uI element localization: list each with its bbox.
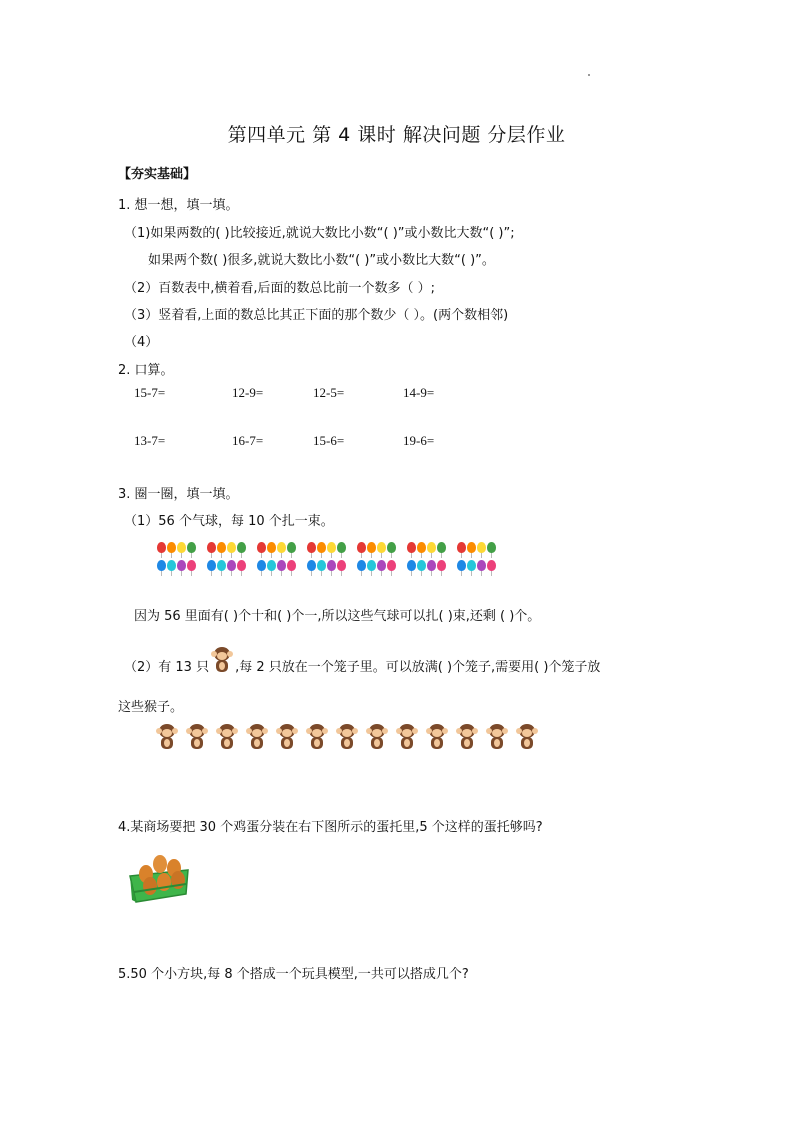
balloon-bunch bbox=[257, 560, 296, 571]
balloon-icon bbox=[387, 560, 396, 571]
balloon-icon bbox=[427, 560, 436, 571]
monkey-icon bbox=[186, 724, 208, 752]
monkey-icon bbox=[276, 724, 298, 752]
calc-item: 14-9= bbox=[403, 385, 435, 400]
monkey-icon bbox=[306, 724, 328, 752]
balloon-icon bbox=[277, 542, 286, 553]
balloon-icon bbox=[337, 560, 346, 571]
calc-item: 12-5= bbox=[313, 385, 345, 400]
balloon-icon bbox=[387, 542, 396, 553]
q1-line3: （2）百数表中,横着看,后面的数总比前一个数多（ ）; bbox=[124, 281, 436, 296]
balloon-icon bbox=[367, 560, 376, 571]
balloon-icon bbox=[307, 542, 316, 553]
q3-part1: （1）56 个气球，每 10 个扎一束。 bbox=[124, 514, 334, 529]
calc-item: 12-9= bbox=[232, 385, 264, 400]
balloon-icon bbox=[237, 542, 246, 553]
balloon-icon bbox=[377, 560, 386, 571]
balloon-icon bbox=[407, 560, 416, 571]
balloon-bunch bbox=[157, 560, 196, 571]
balloon-icon bbox=[337, 542, 346, 553]
balloon-icon bbox=[417, 560, 426, 571]
monkey-icon bbox=[426, 724, 448, 752]
q3-part2-prefix: （2）有 13 只 bbox=[124, 659, 210, 675]
balloon-bunch bbox=[207, 560, 246, 571]
q1-heading: 1. 想一想，填一填。 bbox=[118, 198, 239, 213]
balloon-icon bbox=[467, 560, 476, 571]
calc-item: 15-7= bbox=[134, 385, 166, 400]
balloon-icon bbox=[207, 542, 216, 553]
q2-heading: 2. 口算。 bbox=[118, 363, 174, 378]
balloon-icon bbox=[437, 560, 446, 571]
q3-heading: 3. 圈一圈，填一填。 bbox=[118, 487, 239, 502]
section-heading: 【夯实基础】 bbox=[118, 167, 197, 182]
balloon-icon bbox=[407, 542, 416, 553]
monkey-row bbox=[156, 724, 538, 752]
balloon-icon bbox=[257, 560, 266, 571]
q3-part2-middle: ,每 2 只放在一个笼子里。可以放满( )个笼子,需要用( )个笼子放 bbox=[235, 659, 601, 675]
q3-part2-end: 这些猴子。 bbox=[118, 700, 184, 715]
balloon-icon bbox=[267, 542, 276, 553]
balloon-bunch bbox=[457, 542, 496, 553]
monkey-icon bbox=[456, 724, 478, 752]
q3-part2-line bbox=[124, 655, 600, 675]
q1-line1: （1)如果两数的( )比较接近,就说大数比小数“( )”或小数比大数“( )”; bbox=[124, 226, 515, 241]
balloon-icon bbox=[187, 560, 196, 571]
calc-item: 19-6= bbox=[403, 433, 435, 448]
calc-item: 16-7= bbox=[232, 433, 264, 448]
balloon-bunch bbox=[157, 542, 196, 553]
balloon-icon bbox=[287, 542, 296, 553]
balloon-bunch bbox=[307, 560, 346, 571]
balloon-icon bbox=[287, 560, 296, 571]
balloon-icon bbox=[427, 542, 436, 553]
q1-line4: （3）竖着看,上面的数总比其正下面的那个数少（ ）。(两个数相邻) bbox=[124, 308, 509, 323]
balloon-bunch bbox=[407, 560, 446, 571]
balloon-icon bbox=[227, 560, 236, 571]
balloon-icon bbox=[257, 542, 266, 553]
balloon-icon bbox=[277, 560, 286, 571]
monkey-icon bbox=[396, 724, 418, 752]
balloon-icon bbox=[487, 542, 496, 553]
balloon-icon bbox=[327, 560, 336, 571]
monkey-icon bbox=[516, 724, 538, 752]
balloon-picture bbox=[157, 542, 496, 571]
balloon-bunch bbox=[357, 560, 396, 571]
balloon-icon bbox=[417, 542, 426, 553]
q1-line5: （4） bbox=[124, 335, 159, 350]
balloon-icon bbox=[477, 542, 486, 553]
balloon-icon bbox=[437, 542, 446, 553]
balloon-icon bbox=[327, 542, 336, 553]
q5-text: 5.50 个小方块,每 8 个搭成一个玩具模型,一共可以搭成几个? bbox=[118, 967, 469, 982]
balloon-icon bbox=[357, 560, 366, 571]
balloon-icon bbox=[307, 560, 316, 571]
balloon-icon bbox=[367, 542, 376, 553]
egg-tray-picture bbox=[128, 848, 190, 904]
balloon-icon bbox=[317, 542, 326, 553]
balloon-icon bbox=[157, 560, 166, 571]
balloon-icon bbox=[487, 560, 496, 571]
balloon-icon bbox=[177, 560, 186, 571]
monkey-icon bbox=[216, 724, 238, 752]
balloon-icon bbox=[217, 560, 226, 571]
page-title: 第四单元 第 4 课时 解决问题 分层作业 bbox=[227, 124, 566, 146]
monkey-icon bbox=[336, 724, 358, 752]
monkey-icon bbox=[156, 724, 178, 752]
calc-item: 15-6= bbox=[313, 433, 345, 448]
balloon-icon bbox=[457, 542, 466, 553]
balloon-icon bbox=[477, 560, 486, 571]
balloon-icon bbox=[317, 560, 326, 571]
balloon-icon bbox=[217, 542, 226, 553]
balloon-icon bbox=[167, 560, 176, 571]
balloon-icon bbox=[377, 542, 386, 553]
balloon-icon bbox=[157, 542, 166, 553]
balloon-bunch bbox=[257, 542, 296, 553]
corner-dot bbox=[588, 74, 590, 76]
balloon-bunch bbox=[307, 542, 346, 553]
balloon-bunch bbox=[357, 542, 396, 553]
q1-line2: 如果两个数( )很多,就说大数比小数“( )”或小数比大数“( )”。 bbox=[148, 253, 495, 268]
balloon-icon bbox=[357, 542, 366, 553]
monkey-icon bbox=[246, 724, 268, 752]
balloon-bunch bbox=[207, 542, 246, 553]
balloon-icon bbox=[207, 560, 216, 571]
balloon-icon bbox=[467, 542, 476, 553]
monkey-icon bbox=[486, 724, 508, 752]
balloon-icon bbox=[457, 560, 466, 571]
balloon-icon bbox=[267, 560, 276, 571]
balloon-bunch bbox=[407, 542, 446, 553]
q3-part1-answer: 因为 56 里面有( )个十和( )个一,所以这些气球可以扎( )束,还剩 ( )个。 bbox=[134, 609, 541, 624]
balloon-icon bbox=[177, 542, 186, 553]
q4-text: 4.某商场要把 30 个鸡蛋分装在右下图所示的蛋托里,5 个这样的蛋托够吗? bbox=[118, 820, 543, 835]
balloon-icon bbox=[237, 560, 246, 571]
calc-item: 13-7= bbox=[134, 433, 166, 448]
balloon-icon bbox=[167, 542, 176, 553]
balloon-bunch bbox=[457, 560, 496, 571]
monkey-icon bbox=[211, 647, 233, 675]
balloon-icon bbox=[187, 542, 196, 553]
balloon-icon bbox=[227, 542, 236, 553]
monkey-icon bbox=[366, 724, 388, 752]
